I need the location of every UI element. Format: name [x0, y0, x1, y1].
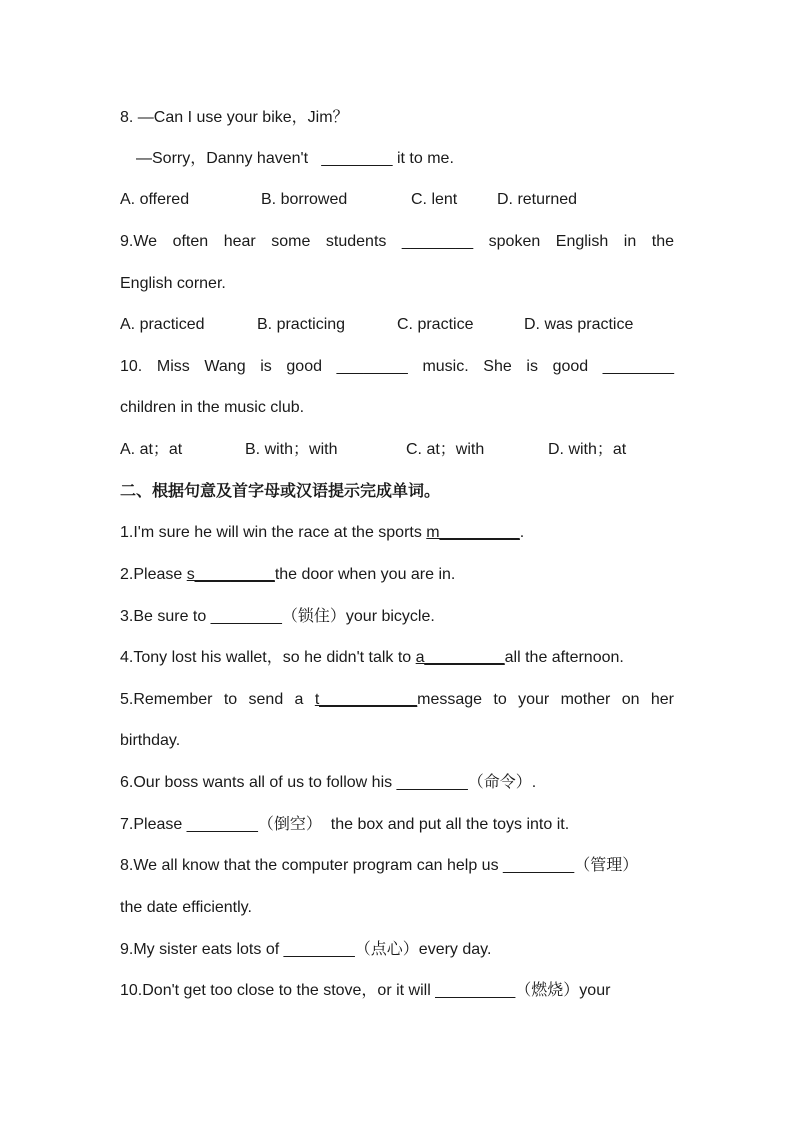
q10-option-a: A. at；at — [120, 441, 183, 458]
q10-stem-cont: children in the music club. — [120, 399, 305, 416]
q8-option-c: C. lent — [411, 191, 458, 208]
q8-option-b: B. borrowed — [261, 191, 348, 208]
q8-option-a: A. offered — [120, 191, 190, 208]
q9-option-a: A. practiced — [120, 316, 205, 333]
part2-item-4: 4.Tony lost his wallet，so he didn't talk to a_________all the afternoon. — [120, 649, 624, 666]
part2-item-10: 10.Don't get too close to the stove，or it will _________（燃烧）your — [120, 982, 611, 999]
part2-item-7: 7.Please ________（倒空） the box and put all the toys into it. — [120, 816, 570, 833]
q8-reply: —Sorry，Danny haven't ________ it to me. — [136, 150, 454, 167]
hint-blank: m_________ — [426, 524, 520, 541]
q9-option-c: C. practice — [397, 316, 474, 333]
part2-item-9: 9.My sister eats lots of ________（点心）every day. — [120, 941, 492, 958]
q10-option-b: B. with；with — [245, 441, 338, 458]
part2-item-5: 5.Remember to send a t___________message to your mother on her — [120, 691, 674, 708]
q9-stem-cont: English corner. — [120, 275, 226, 292]
q9-stem: 9.We often hear some students ________ spoken English in the — [120, 233, 674, 250]
part2-item-2: 2.Please s_________the door when you are in. — [120, 566, 456, 583]
q8-stem: 8. —Can I use your bike，Jim？ — [120, 109, 349, 126]
q8-option-d: D. returned — [497, 191, 578, 208]
section-heading: 二、根据句意及首字母或汉语提示完成单词。 — [120, 483, 441, 500]
part2-item-5-cont: birthday. — [120, 732, 181, 749]
part2-item-8-cont: the date efficiently. — [120, 899, 252, 916]
q10-option-d: D. with；at — [548, 441, 627, 458]
q10-stem: 10. Miss Wang is good ________ music. She is good ________ — [120, 358, 674, 375]
part2-item-8: 8.We all know that the computer program can help us ________（管理） — [120, 857, 639, 874]
hint-blank: t___________ — [314, 691, 418, 708]
part2-item-3: 3.Be sure to ________（锁住）your bicycle. — [120, 608, 435, 625]
hint-blank: s_________ — [186, 566, 275, 583]
q9-option-b: B. practicing — [257, 316, 346, 333]
part2-item-1: 1.I'm sure he will win the race at the sports m_________. — [120, 524, 525, 541]
part2-item-6: 6.Our boss wants all of us to follow his ________（命令）. — [120, 774, 537, 791]
q10-option-c: C. at；with — [406, 441, 485, 458]
q9-option-d: D. was practice — [524, 316, 634, 333]
hint-blank: a_________ — [415, 649, 505, 666]
